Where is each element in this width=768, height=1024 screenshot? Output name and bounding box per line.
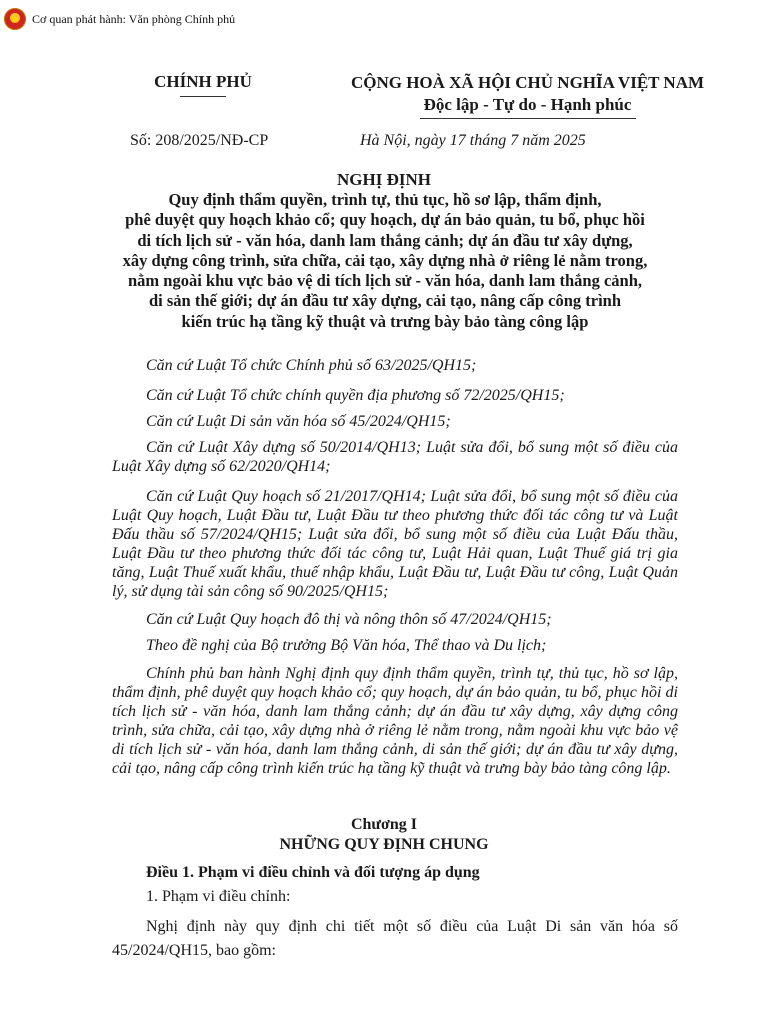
issuer-bar	[4, 8, 235, 30]
issuer-label: Cơ quan phát hành: Văn phòng Chính phủ	[32, 11, 236, 26]
place-and-date: Hà Nội, ngày 17 tháng 7 năm 2025	[360, 132, 586, 149]
document-subject	[110, 190, 660, 332]
enactment-clause: Chính phủ ban hành Nghị định quy định thẩm quyền, trình tự, thủ tục, hồ sơ lập, thẩm định, phê duyệt quy hoạch khảo cổ; quy hoạch, dự án bảo quản, tu bổ, phục hồi di tích lịch sử - văn hóa, danh lam thắng cảnh; dự án đầu tư xây dựng, xây dựng công trình, sửa chữa, cải tạo, xây dựng nhà ở riêng lẻ nằm trong, nằm ngoài khu vực bảo vệ di tích lịch sử - văn hóa, danh lam thắng cảnh, di sản thế giới; dự án đầu tư xây dựng, cải tạo, nâng cấp công trình kiến trúc hạ tầng kỹ thuật và trưng bày bảo tàng công lập.	[112, 665, 678, 777]
legal-basis-item: Căn cứ Luật Tổ chức chính quyền địa phương số 72/2025/QH15;	[146, 387, 565, 404]
legal-basis-item: Theo đề nghị của Bộ trưởng Bộ Văn hóa, Thể thao và Du lịch;	[146, 637, 547, 654]
chapter-number: Chương I	[350, 816, 418, 833]
legal-basis-item: Căn cứ Luật Quy hoạch đô thị và nông thôn số 47/2024/QH15;	[146, 611, 552, 628]
issuing-body-block	[118, 72, 288, 97]
chapter-title: NHỮNG QUY ĐỊNH CHUNG	[279, 836, 489, 853]
legal-basis-item: Căn cứ Luật Quy hoạch số 21/2017/QH14; Luật sửa đổi, bổ sung một số điều của Luật Quy hoạch, Luật Đầu tư, Luật Đầu tư theo phương thức đối tác công tư và Luật Đấu thầu số 57/2024/QH15; Luật sửa đổi, bổ sung một số điều của Luật Đấu thầu, Luật Đầu tư theo phương thức đối tác công tư, Luật Hải quan, Luật Thuế giá trị gia tăng, Luật Thuế xuất khẩu, thuế nhập khẩu, Luật Đầu tư, Luật Đầu tư công, Luật Quản lý, sử dụng tài sản công số 90/2025/QH15;	[112, 488, 678, 600]
subject-line: nằm ngoài khu vực bảo vệ di tích lịch sử - văn hóa, danh lam thắng cảnh,	[128, 271, 642, 291]
article-1-heading: Điều 1. Phạm vi điều chỉnh và đối tượng áp dụng	[146, 864, 480, 881]
subject-line: di sản thế giới; dự án đầu tư xây dựng, cải tạo, nâng cấp công trình	[148, 291, 622, 311]
legal-basis-item: Căn cứ Luật Xây dựng số 50/2014/QH13; Luật sửa đổi, bổ sung một số điều của Luật Xây dựng số 62/2020/QH14;	[112, 439, 678, 475]
national-title-block	[300, 72, 755, 119]
subject-line: xây dựng công trình, sửa chữa, cải tạo, xây dựng nhà ở riêng lẻ nằm trong,	[122, 250, 648, 270]
legal-basis-item: Căn cứ Luật Di sản văn hóa số 45/2024/QH15;	[146, 413, 451, 430]
subject-line: phê duyệt quy hoạch khảo cổ; quy hoạch, dự án bảo quản, tu bổ, phục hồi	[125, 210, 645, 230]
subject-line: Quy định thẩm quyền, trình tự, thủ tục, hồ sơ lập, thẩm định,	[168, 190, 602, 209]
issuing-body-underline	[180, 96, 226, 97]
article-1-text: Nghị định này quy định chi tiết một số điều của Luật Di sản văn hóa số 45/2024/QH15, bao gồm:	[112, 918, 678, 959]
document-type: NGHỊ ĐỊNH	[337, 170, 431, 189]
document-number: Số: 208/2025/NĐ-CP	[130, 132, 269, 149]
subject-line: di tích lịch sử - văn hóa, danh lam thắng cảnh; dự án đầu tư xây dựng,	[137, 230, 633, 250]
national-motto: Độc lập - Tự do - Hạnh phúc	[423, 95, 632, 114]
legal-basis-item: Căn cứ Luật Tổ chức Chính phủ số 63/2025/QH15;	[146, 357, 477, 374]
motto-underline	[420, 118, 636, 119]
clause-1: 1. Phạm vi điều chỉnh:	[146, 888, 291, 905]
national-emblem-icon	[4, 8, 26, 30]
subject-line: kiến trúc hạ tầng kỹ thuật và trưng bày bảo tàng công lập	[181, 311, 589, 331]
issuing-body: CHÍNH PHỦ	[154, 72, 252, 91]
nation-name: CỘNG HOÀ XÃ HỘI CHỦ NGHĨA VIỆT NAM	[350, 73, 705, 92]
